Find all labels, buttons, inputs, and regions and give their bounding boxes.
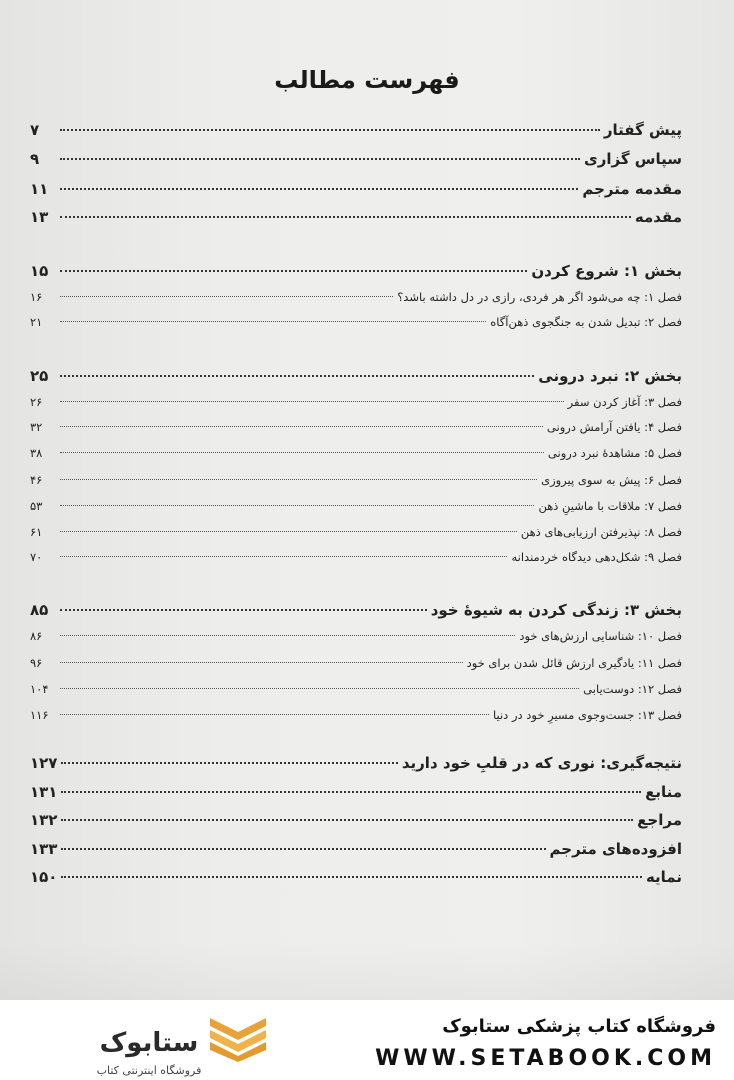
toc-entry-label: فصل ۳: آغاز کردن سفر — [567, 395, 682, 409]
toc-entry-page: ۱۳۱ — [30, 783, 58, 801]
toc-entry-index[interactable] — [30, 868, 682, 886]
toc-entry-page: ۲۱ — [30, 315, 43, 329]
toc-entry-label: نمایه — [645, 868, 682, 886]
toc-entry-translator-intro[interactable] — [30, 180, 682, 198]
toc-part-3[interactable] — [30, 601, 682, 619]
toc-entry-label: افزوده‌های مترجم — [549, 840, 682, 858]
toc-entry-label: بخش ۳: زندگی کردن به شیوهٔ خود — [430, 601, 682, 619]
toc-part-2[interactable] — [30, 367, 682, 385]
toc-entry-label: نتیجه‌گیری: نوری که در قلبِ خود دارید — [401, 754, 682, 772]
leader-dots — [60, 426, 543, 427]
leader-dots — [61, 762, 397, 764]
toc-entry-label: فصل ۱۱: یادگیری ارزش قائل شدن برای خود — [466, 656, 682, 670]
toc-entry-label: فصل ۱: چه می‌شود اگر هر فردی، رازی در دل داشته باشد؟ — [397, 290, 682, 304]
toc-chapter-11[interactable] — [30, 656, 682, 670]
leader-dots — [61, 819, 633, 821]
page-shadow — [0, 940, 734, 1000]
leader-dots — [60, 714, 489, 715]
toc-entry-page: ۱۳۳ — [30, 840, 58, 858]
toc-entry-page: ۱۰۴ — [30, 682, 49, 696]
toc-entry-page: ۷ — [30, 121, 40, 139]
toc-entry-label: بخش ۱: شروع کردن — [531, 262, 682, 280]
toc-chapter-9[interactable] — [30, 550, 682, 564]
brand-tagline: فروشگاه اینترنتی کتاب — [96, 1064, 202, 1077]
toc-entry-preface[interactable] — [30, 121, 682, 139]
toc-entry-page: ۱۳ — [30, 208, 49, 226]
toc-entry-label: فصل ۵: مشاهدهٔ نبرد درونی — [547, 446, 682, 460]
toc-chapter-2[interactable] — [30, 315, 682, 329]
toc-chapter-1[interactable] — [30, 290, 682, 304]
toc-entry-introduction[interactable] — [30, 208, 682, 226]
toc-entry-label: پیش گفتار — [603, 121, 682, 139]
toc-entry-page: ۸۶ — [30, 629, 43, 643]
leader-dots — [60, 188, 578, 190]
toc-entry-page: ۱۲۷ — [30, 754, 58, 772]
toc-entry-label: فصل ۷: ملاقات با ماشینِ ذهن — [538, 499, 682, 513]
leader-dots — [61, 876, 641, 878]
toc-entry-page: ۱۵۰ — [30, 868, 58, 886]
toc-chapter-6[interactable] — [30, 473, 682, 487]
toc-entry-label: مقدمه — [634, 208, 682, 226]
toc-entry-page: ۲۵ — [30, 367, 49, 385]
leader-dots — [60, 609, 427, 611]
toc-entry-label: فصل ۶: پیش به سوی پیروزی — [541, 473, 682, 487]
toc-entry-conclusion[interactable] — [30, 754, 682, 772]
toc-entry-label: فصل ۹: شکل‌دهی دیدگاه خردمندانه — [511, 550, 682, 564]
toc-entry-page: ۱۱۶ — [30, 708, 49, 722]
toc-entry-label: فصل ۱۳: جست‌وجوی مسیرِ خود در دنیا — [493, 708, 682, 722]
toc-entry-page: ۹ — [30, 150, 40, 168]
toc-entry-page: ۲۶ — [30, 395, 43, 409]
toc-entry-references[interactable] — [30, 811, 682, 829]
leader-dots — [60, 452, 544, 453]
toc-entry-label: مقدمه مترجم — [582, 180, 682, 198]
store-banner — [0, 1000, 734, 1080]
brand-logo — [36, 1014, 202, 1077]
toc-entry-page: ۴۶ — [30, 473, 43, 487]
page-title: فهرست مطالب — [274, 66, 460, 94]
toc-entry-label: فصل ۲: تبدیل شدن به جنگجوی ذهن‌آگاه — [490, 315, 682, 329]
leader-dots — [60, 505, 534, 506]
leader-dots — [60, 270, 527, 272]
toc-entry-acknowledgements[interactable] — [30, 150, 682, 168]
chevron-stack-icon — [208, 1016, 268, 1062]
leader-dots — [60, 129, 600, 131]
toc-entry-page: ۵۳ — [30, 499, 43, 513]
leader-dots — [60, 531, 517, 532]
toc-chapter-7[interactable] — [30, 499, 682, 513]
toc-entry-label: سپاس گزاری — [583, 150, 682, 168]
toc-chapter-13[interactable] — [30, 708, 682, 722]
leader-dots — [60, 296, 393, 297]
toc-entry-page: ۱۶ — [30, 290, 43, 304]
toc-chapter-8[interactable] — [30, 525, 682, 539]
leader-dots — [60, 688, 579, 689]
toc-entry-page: ۱۱ — [30, 180, 49, 198]
toc-entry-page: ۷۰ — [30, 550, 43, 564]
toc-entry-page: ۱۵ — [30, 262, 49, 280]
leader-dots — [60, 216, 631, 218]
toc-entry-label: فصل ۸: نپذیرفتن ارزیابی‌های ذهن — [520, 525, 682, 539]
toc-entry-label: فصل ۱۰: شناسایی ارزش‌های خود — [519, 629, 682, 643]
toc-entry-label: مراجع — [637, 811, 682, 829]
toc-chapter-12[interactable] — [30, 682, 682, 696]
toc-chapter-4[interactable] — [30, 420, 682, 434]
toc-entry-page: ۶۱ — [30, 525, 43, 539]
toc-chapter-5[interactable] — [30, 446, 682, 460]
toc-part-1[interactable] — [30, 262, 682, 280]
leader-dots — [60, 321, 486, 322]
toc-chapter-3[interactable] — [30, 395, 682, 409]
toc-chapter-10[interactable] — [30, 629, 682, 643]
toc-entry-page: ۹۶ — [30, 656, 43, 670]
toc-entry-page: ۳۸ — [30, 446, 43, 460]
toc-entry-page: ۸۵ — [30, 601, 49, 619]
brand-wordmark: ستابوک — [99, 1028, 199, 1058]
toc-entry-translator-additions[interactable] — [30, 840, 682, 858]
leader-dots — [60, 401, 564, 402]
toc-entry-label: فصل ۴: یافتن آرامش درونی — [546, 420, 682, 434]
leader-dots — [60, 158, 580, 160]
toc-entry-page: ۳۲ — [30, 420, 43, 434]
leader-dots — [60, 479, 537, 480]
shop-name: فروشگاه کتاب پزشکی ستابوک — [442, 1016, 716, 1037]
leader-dots — [60, 556, 507, 557]
leader-dots — [60, 375, 534, 377]
leader-dots — [60, 662, 463, 663]
leader-dots — [61, 791, 641, 793]
toc-entry-label: منابع — [645, 783, 682, 801]
toc-entry-label: بخش ۲: نبرد درونی — [538, 367, 682, 385]
shop-url[interactable]: WWW.SETABOOK.COM — [375, 1046, 716, 1071]
leader-dots — [61, 848, 545, 850]
toc-entry-label: فصل ۱۲: دوست‌یابی — [583, 682, 682, 696]
toc-entry-sources[interactable] — [30, 783, 682, 801]
toc-entry-page: ۱۳۲ — [30, 811, 58, 829]
leader-dots — [60, 635, 515, 636]
